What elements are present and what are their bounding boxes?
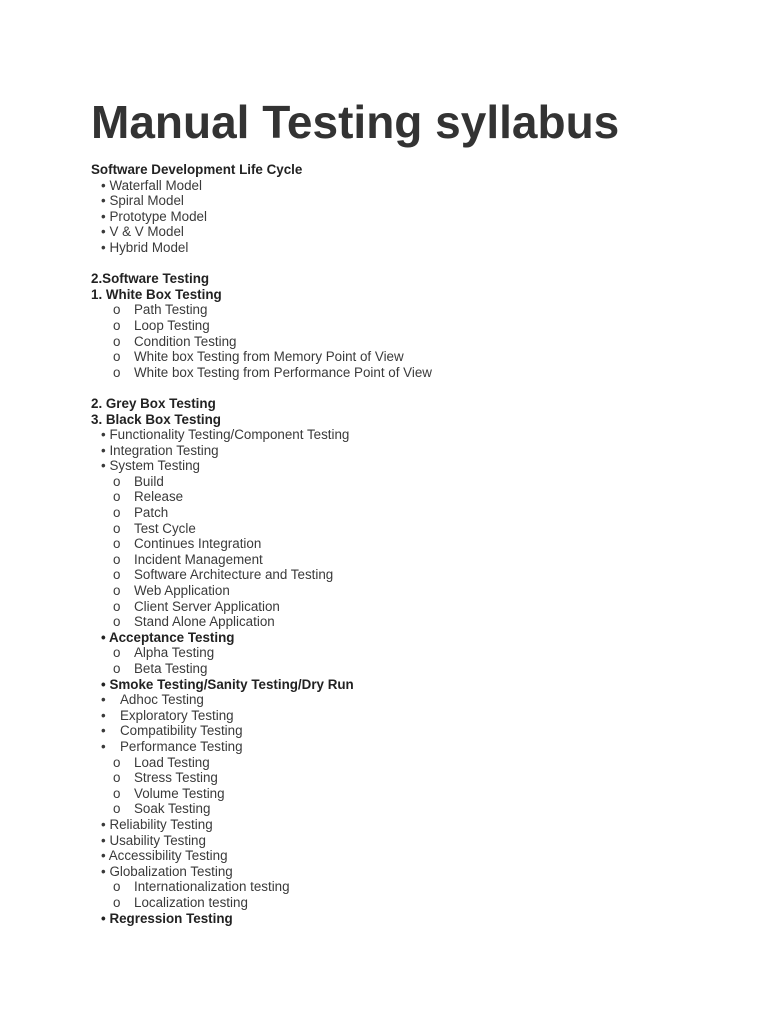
bullet-marker: • xyxy=(101,427,106,443)
item-text: V & V Model xyxy=(109,224,184,240)
bullet-marker: o xyxy=(113,583,121,599)
bullet-marker: o xyxy=(113,473,121,489)
bullet-marker: • xyxy=(101,224,106,240)
list-item xyxy=(91,489,751,505)
item-text: White box Testing from Performance Point of View xyxy=(134,364,432,380)
page-title: Manual Testing syllabus xyxy=(91,96,620,148)
list-item xyxy=(91,318,751,334)
bullet-marker: • xyxy=(101,848,106,864)
list-item xyxy=(91,240,751,256)
bullet-marker: o xyxy=(113,598,121,614)
item-text: Adhoc Testing xyxy=(120,692,204,708)
item-text: Globalization Testing xyxy=(109,863,233,879)
list-item xyxy=(91,708,751,724)
item-text: Load Testing xyxy=(134,754,210,770)
smoke-heading xyxy=(91,677,751,693)
list-item xyxy=(91,567,751,583)
item-text: Functionality Testing/Component Testing xyxy=(109,427,350,443)
item-text: Performance Testing xyxy=(120,738,243,754)
bullet-marker: o xyxy=(113,567,121,583)
bullet-marker: • xyxy=(101,816,106,832)
item-text: Volume Testing xyxy=(134,785,225,801)
bullet-marker: o xyxy=(113,614,121,630)
item-text: Release xyxy=(134,489,184,505)
item-text: Software Architecture and Testing xyxy=(134,567,334,583)
bullet-marker: • xyxy=(101,177,106,193)
bullet-marker: o xyxy=(113,536,121,552)
item-text: Condition Testing xyxy=(134,333,237,349)
bullet-marker: o xyxy=(113,333,121,349)
list-item xyxy=(91,505,751,521)
list-item xyxy=(91,521,751,537)
list-item xyxy=(91,349,751,365)
list-item xyxy=(91,817,751,833)
sdlc-heading: Software Development Life Cycle xyxy=(91,162,303,177)
bullet-marker: o xyxy=(113,770,121,786)
list-item xyxy=(91,178,751,194)
item-text: Incident Management xyxy=(134,551,263,567)
item-text: Client Server Application xyxy=(134,598,280,614)
list-item xyxy=(91,879,751,895)
list-item xyxy=(91,443,751,459)
bullet-marker: o xyxy=(113,661,121,676)
list-item xyxy=(91,801,751,817)
item-text: Prototype Model xyxy=(109,208,207,224)
item-text: Compatibility Testing xyxy=(120,723,243,739)
list-item xyxy=(91,692,751,708)
item-text: Reliability Testing xyxy=(109,816,213,832)
item-text: Smoke Testing/Sanity Testing/Dry Run xyxy=(109,676,354,692)
item-text: Hybrid Model xyxy=(109,239,189,255)
bullet-marker: o xyxy=(113,317,121,333)
bullet-marker: • xyxy=(101,863,106,879)
list-item xyxy=(91,193,751,209)
item-text: Localization testing xyxy=(134,894,248,910)
bullet-marker: • xyxy=(101,723,106,739)
item-text: Spiral Model xyxy=(109,193,184,209)
list-item xyxy=(91,209,751,225)
bullet-marker: • xyxy=(101,738,106,754)
list-item xyxy=(91,833,751,849)
item-text: White box Testing from Memory Point of View xyxy=(134,349,404,365)
bullet-marker: • xyxy=(101,239,106,255)
bullet-marker: • xyxy=(101,707,106,723)
bullet-marker: o xyxy=(113,302,121,318)
list-item xyxy=(91,427,751,443)
bullet-marker: o xyxy=(113,785,121,801)
list-item xyxy=(91,755,751,771)
list-item xyxy=(91,365,751,381)
bullet-marker: • xyxy=(101,832,106,848)
bullet-marker: • xyxy=(101,442,106,458)
list-item xyxy=(91,848,751,864)
bullet-marker: o xyxy=(113,801,121,817)
item-text: Accessibility Testing xyxy=(108,848,228,864)
item-text: Alpha Testing xyxy=(134,645,215,661)
item-text: Test Cycle xyxy=(134,520,196,536)
list-item xyxy=(91,786,751,802)
item-text: Loop Testing xyxy=(134,317,210,333)
item-text: Regression Testing xyxy=(109,910,233,926)
syllabus-content xyxy=(91,162,751,926)
bullet-marker: o xyxy=(113,489,121,505)
bullet-marker: o xyxy=(113,520,121,536)
bullet-marker: • xyxy=(101,910,106,926)
list-item xyxy=(91,661,751,677)
bullet-marker: o xyxy=(113,754,121,770)
list-item xyxy=(91,458,751,474)
list-item xyxy=(91,583,751,599)
bullet-marker: o xyxy=(113,349,121,365)
bullet-marker: o xyxy=(113,551,121,567)
item-text: Build xyxy=(134,473,164,489)
list-item xyxy=(91,334,751,350)
item-text: System Testing xyxy=(109,458,200,474)
list-item xyxy=(91,864,751,880)
bullet-marker: • xyxy=(101,629,106,645)
item-text: Patch xyxy=(134,505,169,521)
list-item xyxy=(91,770,751,786)
item-text: Web Application xyxy=(134,583,230,599)
item-text: Internationalization testing xyxy=(134,879,290,895)
bullet-marker: o xyxy=(113,879,121,895)
item-text: Acceptance Testing xyxy=(108,629,235,645)
item-text: Stand Alone Application xyxy=(134,614,275,630)
black-box-heading: 3. Black Box Testing xyxy=(91,411,221,427)
item-text: Integration Testing xyxy=(109,442,219,458)
regression-heading xyxy=(91,911,751,927)
acceptance-heading xyxy=(91,630,751,646)
item-text: Exploratory Testing xyxy=(120,707,234,723)
bullet-marker: o xyxy=(113,645,121,661)
bullet-marker: • xyxy=(101,458,106,474)
list-item xyxy=(91,723,751,739)
bullet-marker: o xyxy=(113,364,121,380)
bullet-marker: • xyxy=(101,692,106,708)
list-item xyxy=(91,645,751,661)
bullet-marker: • xyxy=(101,208,106,224)
item-text: Stress Testing xyxy=(134,770,218,786)
software-testing-heading: 2.Software Testing xyxy=(91,271,210,287)
list-item xyxy=(91,224,751,240)
item-text: Path Testing xyxy=(134,302,208,318)
list-item xyxy=(91,599,751,615)
item-text: Soak Testing xyxy=(134,801,211,817)
bullet-marker: o xyxy=(113,894,121,910)
list-item xyxy=(91,739,751,755)
list-item xyxy=(91,302,751,318)
white-box-heading: 1. White Box Testing xyxy=(91,286,222,302)
item-text: Continues Integration xyxy=(134,536,262,552)
list-item xyxy=(91,552,751,568)
grey-box-heading: 2. Grey Box Testing xyxy=(91,395,216,411)
bullet-marker: • xyxy=(101,193,106,209)
list-item xyxy=(91,474,751,490)
bullet-marker: o xyxy=(113,505,121,521)
list-item xyxy=(91,895,751,911)
bullet-marker: • xyxy=(101,676,106,692)
item-text: Waterfall Model xyxy=(109,177,202,193)
item-text: Beta Testing xyxy=(134,661,208,676)
list-item xyxy=(91,614,751,630)
item-text: Usability Testing xyxy=(109,832,206,848)
list-item xyxy=(91,536,751,552)
